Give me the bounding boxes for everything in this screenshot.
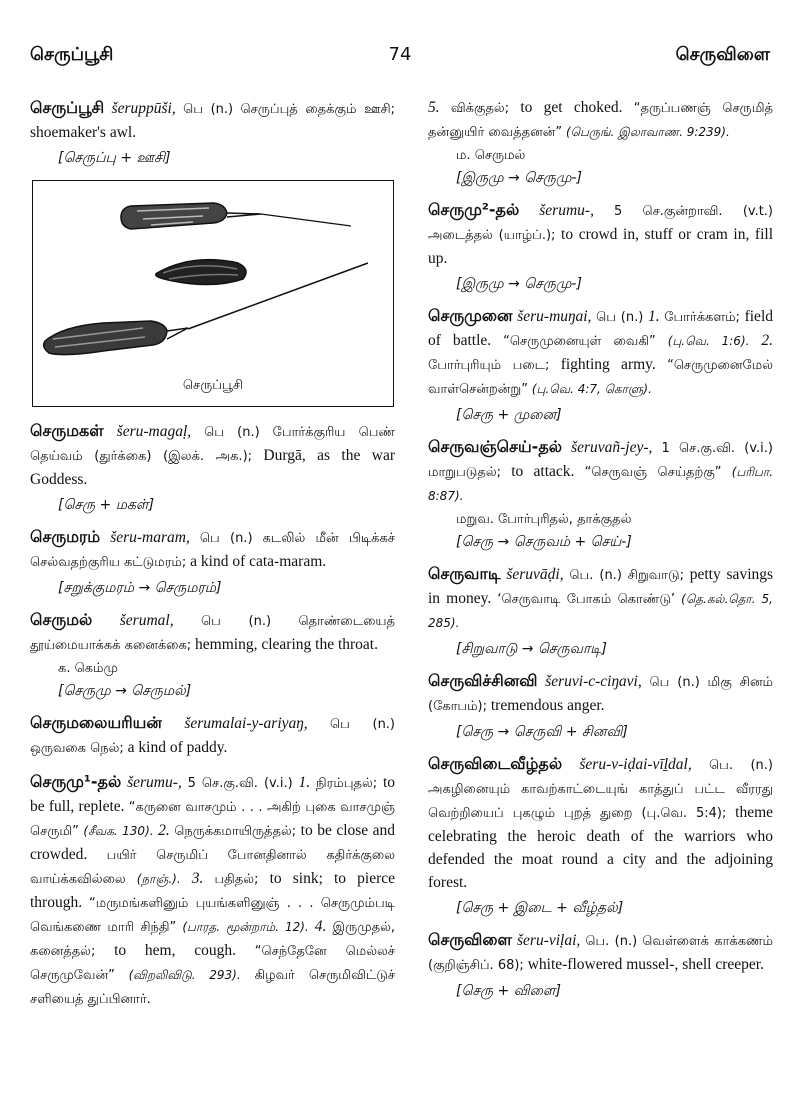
transliteration: šerumalai-y-ariyaŋ, — [184, 715, 308, 732]
part-of-speech: பெ (n.) — [199, 531, 253, 546]
tamil-gloss: போர்புரியும் படை; — [428, 358, 550, 373]
citation-ref: (பு.வெ. 1:6). — [667, 334, 750, 348]
headword: செருமரம் — [30, 527, 101, 546]
headword: செருமகள் — [30, 421, 104, 440]
citation-ref: (தெ.கல்.தொ. 5, 285). — [428, 592, 773, 630]
citation-ref: (பெருங். இலாவாண. 9:239). — [565, 125, 730, 139]
right-column — [428, 96, 773, 1011]
sense-number: 4. — [314, 918, 327, 935]
transliteration: šeru-muŋai, — [517, 308, 592, 325]
citation-quote: “செருமுனைமேல் வாள்சென்றன்று” — [428, 358, 774, 397]
part-of-speech: பெ (n.) — [596, 310, 644, 325]
citation-ref: (பரிபா. 8:87). — [428, 465, 774, 503]
usage-example: கிழவர் செருமிவிட்டுச் சளியைத் துப்பினார். — [30, 968, 396, 1007]
part-of-speech: 5 செ.குன்றாவி. (v.t.) — [613, 204, 774, 219]
transliteration: šeru-maram, — [110, 529, 190, 546]
etymology: [இருமு → செருமு-] — [456, 170, 582, 186]
sense-number: 3. — [191, 870, 204, 887]
headword: செருவிளை — [428, 930, 512, 949]
headword: செருவாடி — [428, 564, 501, 583]
tamil-gloss: கடலில் மீன் பிடிக்கச் செல்வதற்குரிய கட்டுமரம்; — [30, 531, 395, 570]
sense-number: 1. — [298, 774, 311, 791]
english-gloss: to attack. — [511, 463, 575, 480]
cognate-note: க. கெம்மு — [58, 661, 118, 676]
entry-seruppusi — [30, 96, 395, 168]
english-gloss: to be close and crowded. — [30, 822, 396, 863]
page-header — [30, 44, 770, 74]
headword: செருவிச்சினவி — [428, 671, 538, 690]
tamil-gloss: நிரம்புதல்; — [315, 776, 378, 791]
tamil-gloss: போர்க்களம்; — [664, 310, 740, 325]
page-number: 74 — [388, 44, 412, 65]
etymology: [செரு + மகள்] — [58, 497, 155, 513]
tamil-gloss: இருமுதல், கனைத்தல்; — [30, 920, 396, 959]
etymology: [சறுக்குமரம் → செருமரம்] — [58, 580, 222, 596]
etymology: [செருப்பு + ஊசி] — [58, 150, 171, 166]
tamil-gloss: தொண்டையைத் தூய்மையாக்கக் கனைக்கை; — [30, 614, 395, 653]
etymology: [செரு + முனை] — [456, 407, 562, 423]
entry-serumaram — [30, 525, 395, 598]
etymology: [செரு + விளை] — [456, 983, 561, 999]
transliteration: šeru-viḷai, — [517, 932, 581, 949]
figure-caption: செருப்பூசி — [182, 378, 244, 393]
english-gloss: theme celebrating the heroic death of the warriors who defended the moat round a city and the adjoining forest. — [428, 804, 774, 891]
transliteration: šeruppūši, — [111, 100, 176, 117]
running-head-right: செருவிளை — [675, 44, 770, 65]
part-of-speech: பெ (n.) — [330, 717, 396, 732]
english-gloss: to sink; to pierce through. — [30, 870, 396, 911]
citation-ref: (பு.வெ. 4:7, கொளு). — [531, 382, 652, 396]
headword: செருப்பூசி — [30, 98, 105, 117]
part-of-speech: 1 செ.கு.வி. (v.i.) — [661, 441, 774, 456]
headword: செருமுனை — [428, 306, 513, 325]
english-gloss: petty savings in money. — [428, 566, 774, 607]
part-of-speech: பெ. (n.) — [585, 934, 638, 949]
entry-seruvilai — [428, 928, 773, 1001]
entry-seruvanjey — [428, 435, 773, 552]
english-gloss: to get choked. — [520, 99, 623, 116]
english-gloss: fighting army. — [560, 356, 656, 373]
tamil-gloss: மாறுபடுதல்; — [428, 465, 502, 480]
entry-serumu-1 — [30, 770, 395, 1011]
tamil-gloss: நெருக்கமாயிருத்தல்; — [174, 824, 297, 839]
awl-icon — [33, 181, 393, 406]
headword: செருவிடைவீழ்தல் — [428, 754, 563, 773]
part-of-speech: பெ (n.) — [183, 102, 234, 117]
headword: செருமல் — [30, 610, 93, 629]
part-of-speech: 5 செ.கு.வி. (v.i.) — [187, 776, 293, 791]
english-gloss: to crowd in, stuff or cram in, fill up. — [428, 226, 774, 267]
etymology: [இருமு → செருமு-] — [456, 276, 582, 292]
citation-quote: “செந்தேனே மெல்லச் செருமுவேன்” — [30, 944, 396, 983]
transliteration: šerumal, — [119, 612, 174, 629]
part-of-speech: பெ (n.) — [204, 425, 260, 440]
citation-quote: “தருப்பணஞ் செருமித் தன்னுயிர் வைத்தனன்” — [428, 101, 773, 140]
cognate-note: ம. செருமல் — [456, 148, 526, 163]
etymology: [சிறுவாடு → செருவாடி] — [456, 641, 607, 657]
entry-serumal — [30, 608, 395, 701]
english-gloss: hemming, clearing the throat. — [195, 636, 378, 653]
synonym-note: மறுவ. போர்புரிதல், தாக்குதல் — [456, 512, 632, 527]
citation-quote: “கருனை வாசமும் . . . அகிற் புகை வாசமுஞ் செருமி” — [30, 800, 395, 839]
part-of-speech: பெ (n.) — [201, 614, 272, 629]
english-gloss: field of battle. — [428, 308, 773, 349]
english-gloss: a kind of paddy. — [127, 739, 228, 756]
english-gloss: Durgā, as the war Goddess. — [30, 447, 395, 488]
transliteration: šeruvāḍi, — [506, 566, 564, 583]
transliteration: šeru-magaḷ, — [116, 423, 192, 440]
entry-seruvadi — [428, 562, 773, 659]
tamil-gloss: விக்குதல்; — [450, 101, 510, 116]
entry-seruviccinavi — [428, 669, 773, 742]
entry-serumu-1-continued — [428, 96, 773, 188]
tamil-gloss: போர்க்குரிய பெண் தெய்வம் (துர்க்கை) (இலக். அக.); — [30, 425, 396, 464]
citation-ref: (பாரத. மூன்றாம். 12). — [182, 920, 309, 934]
english-gloss: a kind of cata-maram. — [190, 553, 327, 570]
citation-ref: (சீவக. 130). — [83, 824, 154, 838]
sense-number: 2. — [761, 332, 773, 349]
tamil-gloss: செருப்புத் தைக்கும் ஊசி; — [240, 102, 396, 117]
headword: செருமலையரியன் — [30, 713, 162, 732]
etymology: [செரு → செருவம் + செய்-] — [456, 534, 632, 550]
entry-serumagal — [30, 419, 395, 515]
transliteration: šerumu-, — [127, 774, 182, 791]
english-gloss: tremendous anger. — [490, 697, 605, 714]
sense-number: 2. — [158, 822, 170, 839]
citation-quote: ‘செருவாடி போகம் கொண்டு’ — [497, 592, 676, 607]
citation-ref: (நாஞ்.). — [136, 872, 181, 886]
citation-ref: (விறலிவிடு. 293). — [128, 968, 241, 982]
etymology: [செரு + இடை + வீழ்தல்] — [456, 900, 624, 916]
etymology: [செருமு → செருமல்] — [58, 683, 192, 699]
part-of-speech: பெ. (n.) — [569, 568, 622, 583]
entry-seruvidaiviildal — [428, 752, 773, 918]
headword: செருமு¹-தல் — [30, 772, 122, 791]
english-gloss: to hem, cough. — [114, 942, 236, 959]
transliteration: šerumu-, — [539, 202, 594, 219]
english-gloss: to be full, replete. — [30, 774, 396, 815]
english-gloss: shoemaker's awl. — [30, 124, 137, 141]
tamil-gloss: பதிதல்; — [214, 872, 259, 887]
awl-illustration — [32, 180, 394, 407]
tamil-gloss: சிறுவாடு; — [627, 568, 684, 583]
citation-quote: “மருமங்களினும் புயங்களினுஞ் . . . செருமும்படி வெங்கணை மாரி சிந்தி” — [30, 896, 396, 935]
left-column — [30, 96, 395, 1021]
tamil-gloss: வெள்ளைக் காக்கணம் (குறிஞ்சிப். 68); — [428, 934, 774, 973]
citation-quote: “செருவஞ் செய்தற்கு” — [584, 465, 722, 480]
transliteration: šeru-v-iḍai-vīḻdal, — [579, 756, 692, 773]
tamil-gloss: அடைத்தல் (யாழ்ப்.); — [428, 228, 556, 243]
citation-quote: “செருமுனையுள் வைகி” — [503, 334, 656, 349]
headword: செருவஞ்செய்-தல் — [428, 437, 563, 456]
sense-number: 1. — [647, 308, 660, 325]
transliteration: šeruvi-c-ciŋavi, — [545, 673, 642, 690]
headword: செருமு²-தல் — [428, 200, 520, 219]
etymology: [செரு → செருவி + சினவி] — [456, 724, 628, 740]
entry-serumu-2 — [428, 198, 773, 294]
entry-serumalaiyariyan — [30, 711, 395, 760]
entry-serumunai — [428, 304, 773, 425]
part-of-speech: பெ (n.) — [649, 675, 700, 690]
part-of-speech: பெ. (n.) — [709, 758, 774, 773]
sense-number: 5. — [428, 99, 440, 116]
tamil-gloss: மிகு சினம் (கோபம்); — [428, 675, 774, 714]
citation-quote: பயிர் செருமிப் போனதினால் கதிர்க்குலை வாய்க்கவில்லை — [30, 848, 396, 887]
tamil-gloss: ஒருவகை நெல்; — [30, 741, 124, 756]
tamil-gloss: அகழினையும் காவற்காட்டையுங் காத்துப் பட்ட வீரரது வெற்றியைப் புகழும் புறத் துறை (பு.வெ. 5:4); — [428, 782, 773, 821]
english-gloss: white-flowered mussel-, shell creeper. — [527, 956, 764, 973]
running-head-left: செருப்பூசி — [30, 44, 114, 65]
transliteration: šeruvañ-jey-, — [571, 439, 653, 456]
